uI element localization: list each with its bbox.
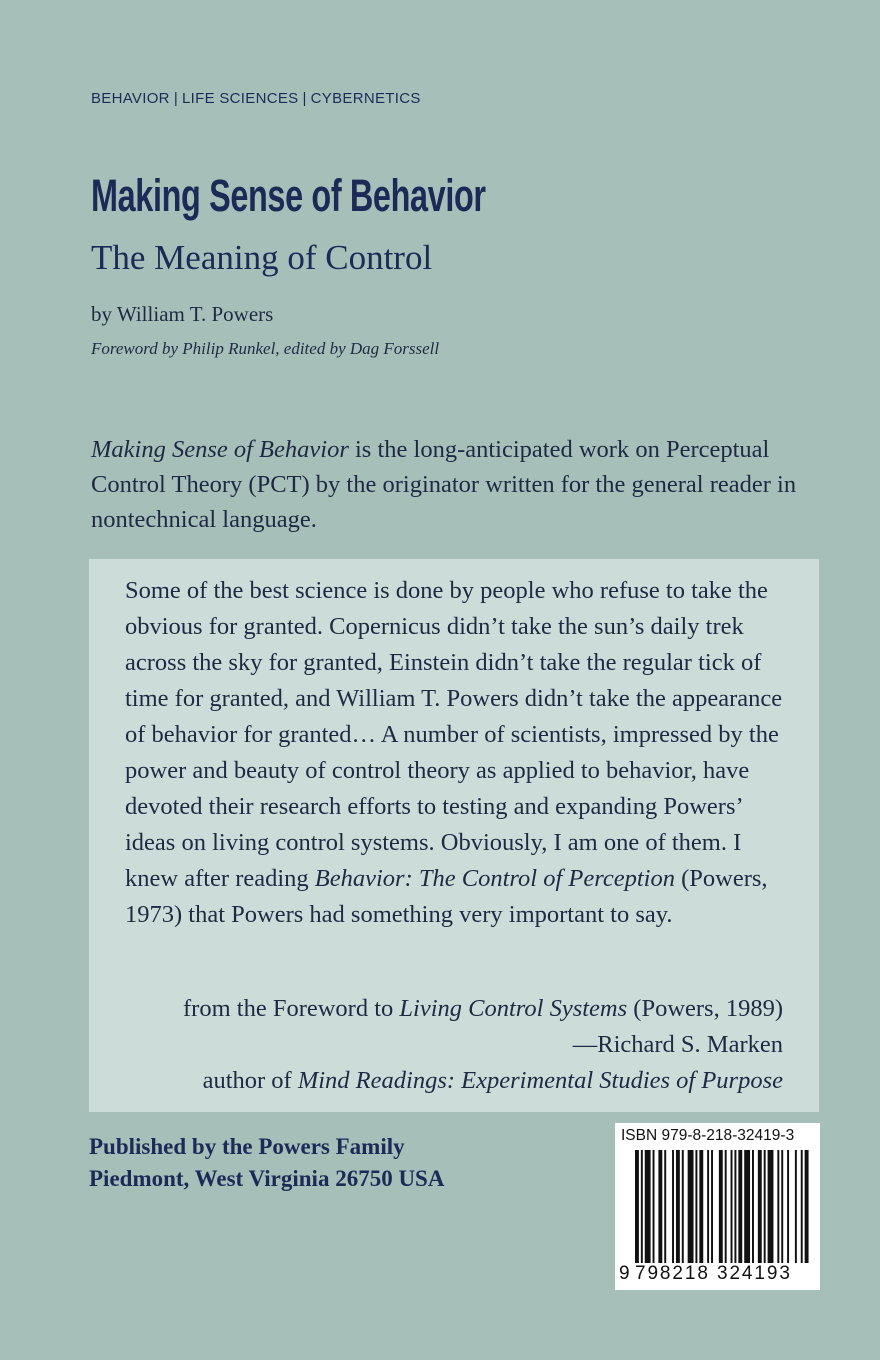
- barcode-bar: [641, 1150, 643, 1263]
- quote-author-work: [183, 1063, 783, 1099]
- source-prefix: from the Foreword to: [183, 995, 400, 1022]
- quote-author: —Richard S. Marken: [572, 1031, 783, 1058]
- category-separator: |: [173, 90, 179, 107]
- category-separator: |: [302, 90, 307, 107]
- barcode-bar: [738, 1150, 742, 1263]
- barcode-bar: [672, 1150, 674, 1263]
- barcode-bar: [787, 1150, 789, 1263]
- barcode-bar: [707, 1150, 709, 1263]
- category-life-sciences: LIFE SCIENCES: [182, 90, 299, 107]
- barcode-bar: [777, 1150, 779, 1263]
- category-cybernetics: CYBERNETICS: [310, 90, 421, 107]
- barcode-bar: [653, 1150, 655, 1263]
- description-title: Making Sense of Behavior: [91, 436, 349, 463]
- barcode-bar: [645, 1150, 651, 1263]
- barcode-bar: [758, 1150, 762, 1263]
- publisher-line-2: Piedmont, West Virginia 26750 USA: [89, 1166, 445, 1191]
- barcode-bar: [795, 1150, 797, 1263]
- source-suffix: (Powers, 1989): [627, 995, 783, 1022]
- author-work-title: Mind Readings: Experimental Studies of Purpose: [297, 1067, 783, 1094]
- subject-categories: [91, 90, 421, 107]
- description-text: is the long-anticipated work on Perceptual Control Theory (PCT) by the originator written for the general reader in nontechnical language.: [91, 436, 797, 533]
- author-work-prefix: author of: [202, 1067, 298, 1094]
- barcode-bar: [695, 1150, 697, 1263]
- quote-box: [89, 559, 819, 1112]
- barcode-bar: [781, 1150, 783, 1263]
- barcode-bar: [688, 1150, 694, 1263]
- barcode-bar: [764, 1150, 766, 1263]
- barcode-bar: [658, 1150, 662, 1263]
- barcode-bar: [676, 1150, 680, 1263]
- barcode-bar: [752, 1150, 754, 1263]
- quote-italic-title: Behavior: The Control of Perception: [314, 865, 675, 892]
- book-description: [91, 432, 811, 537]
- book-author: by William T. Powers: [91, 302, 274, 326]
- barcode-bar: [801, 1150, 803, 1263]
- barcode-bar: [635, 1150, 639, 1263]
- isbn-label: ISBN 979-8-218-32419-3: [621, 1127, 795, 1144]
- quote-attribution: [183, 991, 783, 1099]
- quote-part-2: (Powers, 1973) that Powers had something very important to say.: [125, 865, 768, 928]
- book-title: Making Sense of Behavior: [91, 170, 486, 221]
- barcode-bar: [682, 1150, 684, 1263]
- publisher-line-1: Published by the Powers Family: [89, 1134, 405, 1159]
- barcode-digit-groups: 798218 324193: [635, 1263, 792, 1284]
- barcode-bar: [664, 1150, 666, 1263]
- barcode-bar: [734, 1150, 736, 1263]
- category-behavior: BEHAVIOR: [91, 90, 170, 107]
- source-title: Living Control Systems: [399, 995, 628, 1022]
- barcode-bar: [699, 1150, 703, 1263]
- barcode-first-digit: 9: [619, 1263, 630, 1284]
- isbn-barcode: [615, 1123, 820, 1290]
- quote-source: [183, 991, 783, 1027]
- book-subtitle: The Meaning of Control: [91, 238, 433, 277]
- barcode-bar: [719, 1150, 723, 1263]
- barcode-bar: [731, 1150, 733, 1263]
- barcode-bar: [805, 1150, 809, 1263]
- barcode-bar: [768, 1150, 774, 1263]
- barcode-bar: [711, 1150, 713, 1263]
- publisher-info: [89, 1131, 444, 1195]
- barcode-bar: [744, 1150, 750, 1263]
- quote-part-1: Some of the best science is done by people who refuse to take the obvious for granted. Copernicus didn’t take the sun’s daily trek across the sky for granted, Einstein didn’t take the regular tick of time for granted, and William T. Powers didn’t take the appearance of behavior for granted… A number of scientists, impressed by the power and beauty of control theory as applied to behavior, have devoted their research efforts to testing and expanding Powers’ ideas on living control systems. Obviously, I am one of them. I knew after reading: [125, 577, 783, 892]
- barcode-bar: [725, 1150, 727, 1263]
- foreword-credit: Foreword by Philip Runkel, edited by Dag Forssell: [91, 339, 440, 358]
- quote-text: [125, 573, 785, 933]
